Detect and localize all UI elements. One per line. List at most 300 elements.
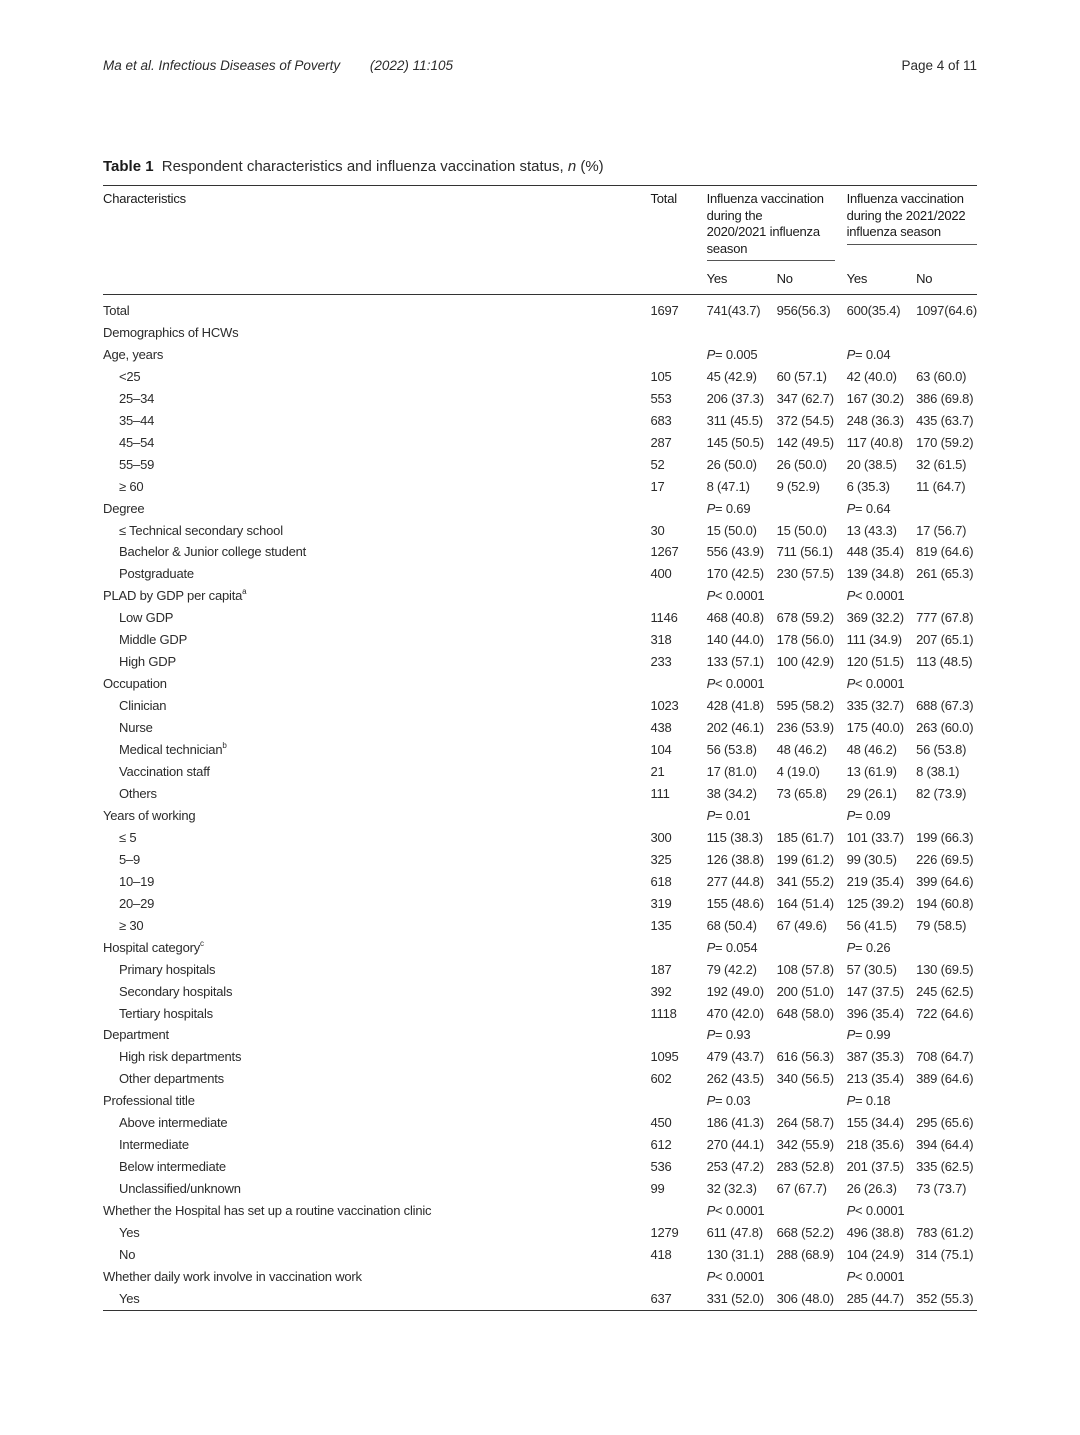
total-cell [650, 1024, 706, 1046]
value-cell-y1: 253 (47.2) [706, 1159, 764, 1175]
value-cell-n1: 956(56.3) [776, 303, 831, 318]
row-label-cell [103, 1200, 650, 1222]
value-cell-n2: 389 (64.6) [916, 1071, 974, 1087]
row-label-cell [103, 344, 650, 366]
p-symbol: P [846, 1093, 856, 1109]
p-value: < 0.0001 [855, 1268, 905, 1284]
value-cell-y2: 42 (40.0) [846, 368, 897, 384]
p-symbol: P [706, 939, 716, 955]
total-cell [650, 344, 706, 366]
col-header-blank-total [650, 264, 706, 295]
row-label-cell [103, 695, 650, 717]
total-cell [650, 1090, 706, 1112]
value-cell-y1: 206 (37.3) [706, 390, 764, 406]
value-cell-n2: 199 (66.3) [916, 829, 974, 845]
total-cell: 319 [650, 895, 672, 911]
value-cell-y2: 120 (51.5) [846, 654, 904, 670]
value-cell-y1: 56 (53.8) [706, 742, 757, 758]
row-label: Secondary hospitals [119, 983, 233, 999]
value-cell-n2: 386 (69.8) [916, 390, 974, 406]
value-cell-n1: 347 (62.7) [776, 390, 834, 406]
p-symbol: P [846, 676, 856, 692]
total-cell [650, 498, 706, 520]
row-label: ≤ 5 [119, 829, 137, 845]
value-cell-y1: 145 (50.5) [706, 434, 764, 450]
p-value-2020-cell [707, 805, 847, 827]
value-cell-y1: 470 (42.0) [706, 1005, 764, 1021]
row-label-cell [103, 322, 650, 344]
p-value: = 0.04 [855, 346, 891, 362]
p-value-2021-cell [847, 1090, 977, 1112]
table-title-suffix: (%) [576, 158, 604, 175]
p-symbol: P [846, 807, 856, 823]
total-cell: 17 [650, 478, 665, 494]
value-cell-n2: 8 (38.1) [916, 764, 960, 780]
row-label: Low GDP [119, 610, 174, 626]
row-label: 25–34 [119, 390, 155, 406]
row-label: ≥ 30 [119, 917, 144, 933]
value-cell-y2: 285 (44.7) [847, 1288, 917, 1310]
row-label-cell [103, 454, 650, 476]
total-cell: 618 [650, 873, 672, 889]
total-cell: 450 [650, 1115, 672, 1131]
table-row [103, 1112, 977, 1134]
row-label: Yes [119, 1225, 140, 1241]
value-cell-n2: 394 (64.4) [916, 1137, 974, 1153]
value-cell-n2: 79 (58.5) [916, 917, 967, 933]
total-cell: 1697 [650, 303, 679, 318]
value-cell-y1: 15 (50.0) [706, 522, 757, 538]
p-symbol: P [846, 500, 856, 516]
total-cell: 105 [650, 368, 672, 384]
value-cell-n2: 130 (69.5) [916, 961, 974, 977]
p-value: < 0.0001 [715, 588, 765, 604]
table-row [103, 1222, 977, 1244]
value-cell-n1: 595 (58.2) [776, 698, 834, 714]
value-cell-n2: 352 (55.3) [916, 1288, 977, 1310]
table-row [103, 498, 977, 520]
row-label: Total [103, 303, 130, 318]
p-value: = 0.69 [715, 500, 751, 516]
value-cell-y1: 611 (47.8) [706, 1225, 763, 1241]
value-cell-y1 [707, 322, 777, 344]
p-value: = 0.18 [855, 1093, 891, 1109]
row-label: Vaccination staff [119, 764, 210, 780]
value-cell-n2: 708 (64.7) [916, 1049, 974, 1065]
table-row [103, 563, 977, 585]
running-head-authors: Ma et al. [103, 58, 155, 73]
p-symbol: P [846, 1268, 856, 1284]
row-label-cell [103, 607, 650, 629]
value-cell-n2: 82 (73.9) [916, 785, 967, 801]
row-label: Age, years [103, 346, 164, 362]
row-label-cell [103, 1090, 650, 1112]
row-label-cell [103, 761, 650, 783]
p-symbol: P [706, 1268, 716, 1284]
value-cell-y2: 125 (39.2) [846, 895, 904, 911]
total-cell: 287 [650, 434, 672, 450]
row-label-cell [103, 827, 650, 849]
p-value: = 0.09 [855, 807, 891, 823]
row-label-cell [103, 717, 650, 739]
row-label: 55–59 [119, 456, 155, 472]
total-cell: 21 [650, 764, 665, 780]
value-cell-n1: 4 (19.0) [776, 764, 820, 780]
total-cell: 438 [650, 720, 672, 736]
value-cell-n1: 60 (57.1) [776, 368, 827, 384]
col-header-no-2021: No [916, 264, 977, 295]
total-cell [650, 937, 706, 959]
table-row [103, 454, 977, 476]
value-cell-n2: 113 (48.5) [916, 654, 973, 670]
total-cell: 52 [650, 456, 665, 472]
total-cell: 187 [650, 961, 672, 977]
value-cell-n2: 435 (63.7) [916, 412, 974, 428]
table-row [103, 388, 977, 410]
table-row [103, 432, 977, 454]
total-cell [650, 673, 706, 695]
total-cell: 1095 [650, 1049, 679, 1065]
table-row [103, 344, 977, 366]
table-row [103, 520, 977, 542]
value-cell-y2: 155 (34.4) [846, 1115, 904, 1131]
value-cell-y1: 68 (50.4) [706, 917, 757, 933]
value-cell-y1: 26 (50.0) [706, 456, 757, 472]
table-row [103, 1244, 977, 1266]
row-label-cell [103, 805, 650, 827]
value-cell-n2: 783 (61.2) [916, 1225, 974, 1241]
row-label: Hospital category [103, 939, 201, 955]
value-cell-y2: 167 (30.2) [846, 390, 904, 406]
value-cell-n1: 648 (58.0) [776, 1005, 834, 1021]
value-cell-n1: 341 (55.2) [776, 873, 834, 889]
p-symbol: P [706, 676, 716, 692]
value-cell-y2: 29 (26.1) [846, 785, 897, 801]
value-cell-n1 [777, 322, 847, 344]
row-label: 35–44 [119, 412, 155, 428]
row-label-cell [103, 541, 650, 563]
p-value-2021-cell [847, 585, 977, 607]
p-value-2020-cell [707, 498, 847, 520]
footnote-marker: a [242, 587, 247, 597]
value-cell-y1: 556 (43.9) [706, 544, 764, 560]
value-cell-n2: 32 (61.5) [916, 456, 967, 472]
page-header [103, 58, 977, 78]
table-row [103, 717, 977, 739]
p-value-2021-cell [847, 805, 977, 827]
row-label-cell [103, 1112, 650, 1134]
value-cell-y2: 26 (26.3) [846, 1181, 897, 1197]
total-cell: 1267 [650, 544, 679, 560]
p-value: < 0.0001 [715, 1203, 765, 1219]
footnote-marker: b [222, 741, 227, 751]
value-cell-y2: 111 (34.9) [846, 632, 902, 648]
value-cell-n2: 335 (62.5) [916, 1159, 974, 1175]
value-cell-y2: 6 (35.3) [846, 478, 890, 494]
total-cell: 111 [650, 785, 670, 801]
row-label-cell [103, 1266, 650, 1288]
row-label-cell [103, 1178, 650, 1200]
table-row [103, 695, 977, 717]
row-label-cell [103, 1024, 650, 1046]
row-label: Middle GDP [119, 632, 188, 648]
row-label: No [119, 1246, 136, 1262]
row-label-cell [103, 981, 650, 1003]
value-cell-n1: 67 (67.7) [776, 1181, 827, 1197]
row-label: High GDP [119, 654, 176, 670]
table-row [103, 1003, 977, 1025]
value-cell-y2: 201 (37.5) [846, 1159, 904, 1175]
table-row [103, 849, 977, 871]
row-label-cell [103, 1288, 650, 1310]
table-row [103, 959, 977, 981]
value-cell-y1: 262 (43.5) [706, 1071, 764, 1087]
value-cell-y1: 311 (45.5) [706, 412, 763, 428]
value-cell-y2: 99 (30.5) [846, 851, 897, 867]
row-label: Below intermediate [119, 1159, 226, 1175]
col-header-season-2020 [707, 186, 847, 265]
p-value-2020-cell [707, 344, 847, 366]
p-value-2020-cell [707, 937, 847, 959]
value-cell-y1: 32 (32.3) [706, 1181, 757, 1197]
value-cell-n2: 1097(64.6) [916, 303, 977, 318]
table-row [103, 607, 977, 629]
value-cell-n1: 230 (57.5) [776, 566, 834, 582]
value-cell-y2: 104 (24.9) [846, 1246, 904, 1262]
value-cell-y2: 56 (41.5) [846, 917, 897, 933]
value-cell-y2: 219 (35.4) [846, 873, 904, 889]
col-header-total: Total [650, 186, 706, 265]
p-value: < 0.0001 [855, 676, 905, 692]
value-cell-n2: 56 (53.8) [916, 742, 967, 758]
value-cell-y2: 369 (32.2) [846, 610, 904, 626]
row-label-cell [103, 739, 650, 761]
value-cell-y1: 130 (31.1) [706, 1246, 764, 1262]
value-cell-n2: 399 (64.6) [916, 873, 974, 889]
value-cell-y2: 396 (35.4) [846, 1005, 904, 1021]
table-row [103, 322, 977, 344]
value-cell-y2: 147 (37.5) [846, 983, 904, 999]
value-cell-y2: 218 (35.6) [846, 1137, 904, 1153]
row-label-cell [103, 651, 650, 673]
row-label: Occupation [103, 676, 167, 692]
table-row [103, 915, 977, 937]
p-value: = 0.005 [715, 346, 758, 362]
table-row [103, 1046, 977, 1068]
table-row [103, 1266, 977, 1288]
value-cell-n1: 342 (55.9) [776, 1137, 834, 1153]
col-header-season-2021-text: Influenza vaccination during the 2021/2022 influenza season [847, 191, 977, 245]
p-symbol: P [706, 346, 716, 362]
row-label-cell [103, 410, 650, 432]
value-cell-n1: 9 (52.9) [776, 478, 820, 494]
table-body [103, 295, 977, 1311]
value-cell-n2: 295 (65.6) [916, 1115, 974, 1131]
total-cell [650, 322, 706, 344]
table-row [103, 673, 977, 695]
table-row [103, 629, 977, 651]
row-label-cell [103, 937, 650, 959]
value-cell-y2: 101 (33.7) [846, 829, 904, 845]
row-label: Primary hospitals [119, 961, 216, 977]
p-value-2021-cell [847, 937, 977, 959]
total-cell: 602 [650, 1071, 672, 1087]
value-cell-y1: 428 (41.8) [706, 698, 764, 714]
row-label-cell [103, 959, 650, 981]
value-cell-y2: 57 (30.5) [846, 961, 897, 977]
value-cell-y2: 139 (34.8) [846, 566, 904, 582]
table-row [103, 827, 977, 849]
total-cell: 418 [650, 1246, 672, 1262]
row-label-cell [103, 915, 650, 937]
row-label-cell [103, 1046, 650, 1068]
value-cell-n1: 26 (50.0) [776, 456, 827, 472]
value-cell-y1: 79 (42.2) [706, 961, 757, 977]
total-cell [650, 1266, 706, 1288]
value-cell-n1: 199 (61.2) [776, 851, 834, 867]
p-value-2020-cell [707, 585, 847, 607]
row-label: Nurse [119, 720, 153, 736]
value-cell-n1: 108 (57.8) [776, 961, 834, 977]
row-label: Department [103, 1027, 169, 1043]
row-label-cell [103, 673, 650, 695]
value-cell-y1: 192 (49.0) [706, 983, 764, 999]
p-value: = 0.26 [855, 939, 891, 955]
value-cell-y1: 479 (43.7) [706, 1049, 764, 1065]
value-cell-y1: 38 (34.2) [706, 785, 757, 801]
value-cell-n1: 306 (48.0) [777, 1288, 847, 1310]
total-cell [650, 1200, 706, 1222]
value-cell-n2: 777 (67.8) [916, 610, 974, 626]
value-cell-y1: 126 (38.8) [706, 851, 764, 867]
value-cell-n1: 288 (68.9) [776, 1246, 834, 1262]
row-label: Medical technician [119, 742, 223, 758]
total-cell: 1023 [650, 698, 679, 714]
row-label: Intermediate [119, 1137, 189, 1153]
p-value-2020-cell [707, 673, 847, 695]
value-cell-y2: 48 (46.2) [846, 742, 897, 758]
table-row [103, 541, 977, 563]
p-value: = 0.64 [855, 500, 891, 516]
value-cell-n2: 73 (73.7) [916, 1181, 967, 1197]
value-cell-n2: 261 (65.3) [916, 566, 974, 582]
row-label-cell [103, 1244, 650, 1266]
value-cell-y1: 202 (46.1) [706, 720, 764, 736]
total-cell: 325 [650, 851, 672, 867]
p-symbol: P [846, 588, 856, 604]
row-label: Others [119, 785, 157, 801]
total-cell: 553 [650, 390, 672, 406]
row-label-cell [103, 366, 650, 388]
row-label-cell [103, 498, 650, 520]
value-cell-y1: 186 (41.3) [706, 1115, 764, 1131]
table-row [103, 1178, 977, 1200]
total-cell: 612 [650, 1137, 672, 1153]
table-row [103, 1068, 977, 1090]
p-symbol: P [846, 1027, 856, 1043]
col-header-yes-2021: Yes [847, 264, 917, 295]
table-row [103, 1288, 977, 1310]
p-value: < 0.0001 [715, 676, 765, 692]
value-cell-n2: 314 (75.1) [916, 1246, 974, 1262]
p-value-2021-cell [847, 344, 977, 366]
table-row [103, 366, 977, 388]
p-value: = 0.01 [715, 807, 751, 823]
row-label: Tertiary hospitals [119, 1005, 213, 1021]
row-label-cell [103, 476, 650, 498]
value-cell-n1: 372 (54.5) [776, 412, 834, 428]
row-label: Whether the Hospital has set up a routine vaccination clinic [103, 1203, 432, 1219]
table-row [103, 805, 977, 827]
table-head [103, 186, 977, 295]
value-cell-y1: 468 (40.8) [706, 610, 764, 626]
value-cell-n1: 164 (51.4) [776, 895, 834, 911]
value-cell-n2: 263 (60.0) [916, 720, 974, 736]
value-cell-n2 [916, 322, 977, 344]
row-label: 45–54 [119, 434, 155, 450]
value-cell-n1: 73 (65.8) [776, 785, 827, 801]
value-cell-y2 [847, 322, 917, 344]
row-label: <25 [119, 368, 141, 384]
row-label-cell [103, 783, 650, 805]
col-header-yes-2020: Yes [707, 264, 777, 295]
total-cell: 683 [650, 412, 672, 428]
total-cell: 135 [650, 917, 672, 933]
row-label: 20–29 [119, 895, 155, 911]
running-head-journal: Infectious Diseases of Poverty [158, 58, 341, 73]
value-cell-n1: 264 (58.7) [776, 1115, 834, 1131]
p-value: = 0.03 [715, 1093, 751, 1109]
p-value-2021-cell [847, 673, 977, 695]
running-head-citation [103, 58, 453, 73]
col-header-blank [103, 264, 650, 295]
total-cell: 1279 [650, 1225, 679, 1241]
row-label: 10–19 [119, 873, 155, 889]
row-label-cell [103, 1222, 650, 1244]
row-label: High risk departments [119, 1049, 242, 1065]
value-cell-y2: 335 (32.7) [846, 698, 904, 714]
value-cell-y1: 331 (52.0) [707, 1288, 777, 1310]
row-label-cell [103, 388, 650, 410]
table-row [103, 981, 977, 1003]
row-label-cell [103, 1156, 650, 1178]
p-value-2020-cell [707, 1090, 847, 1112]
table-row [103, 761, 977, 783]
value-cell-y2: 117 (40.8) [846, 434, 903, 450]
p-value-2020-cell [707, 1266, 847, 1288]
value-cell-n1: 100 (42.9) [776, 654, 834, 670]
value-cell-n1: 711 (56.1) [776, 544, 833, 560]
value-cell-n1: 67 (49.6) [776, 917, 827, 933]
total-cell: 99 [650, 1181, 665, 1197]
p-symbol: P [706, 500, 716, 516]
table-row [103, 651, 977, 673]
table-title [162, 158, 604, 175]
p-symbol: P [706, 1203, 716, 1219]
row-label-cell [103, 629, 650, 651]
value-cell-n1: 200 (51.0) [776, 983, 834, 999]
table-row [103, 1200, 977, 1222]
value-cell-n2: 63 (60.0) [916, 368, 967, 384]
table-caption [103, 158, 604, 175]
value-cell-n1: 668 (52.2) [776, 1225, 834, 1241]
table-row [103, 893, 977, 915]
row-label: Unclassified/unknown [119, 1181, 241, 1197]
row-label: 5–9 [119, 851, 141, 867]
data-table [103, 185, 977, 1311]
value-cell-y1: 17 (81.0) [706, 764, 757, 780]
p-symbol: P [706, 588, 716, 604]
